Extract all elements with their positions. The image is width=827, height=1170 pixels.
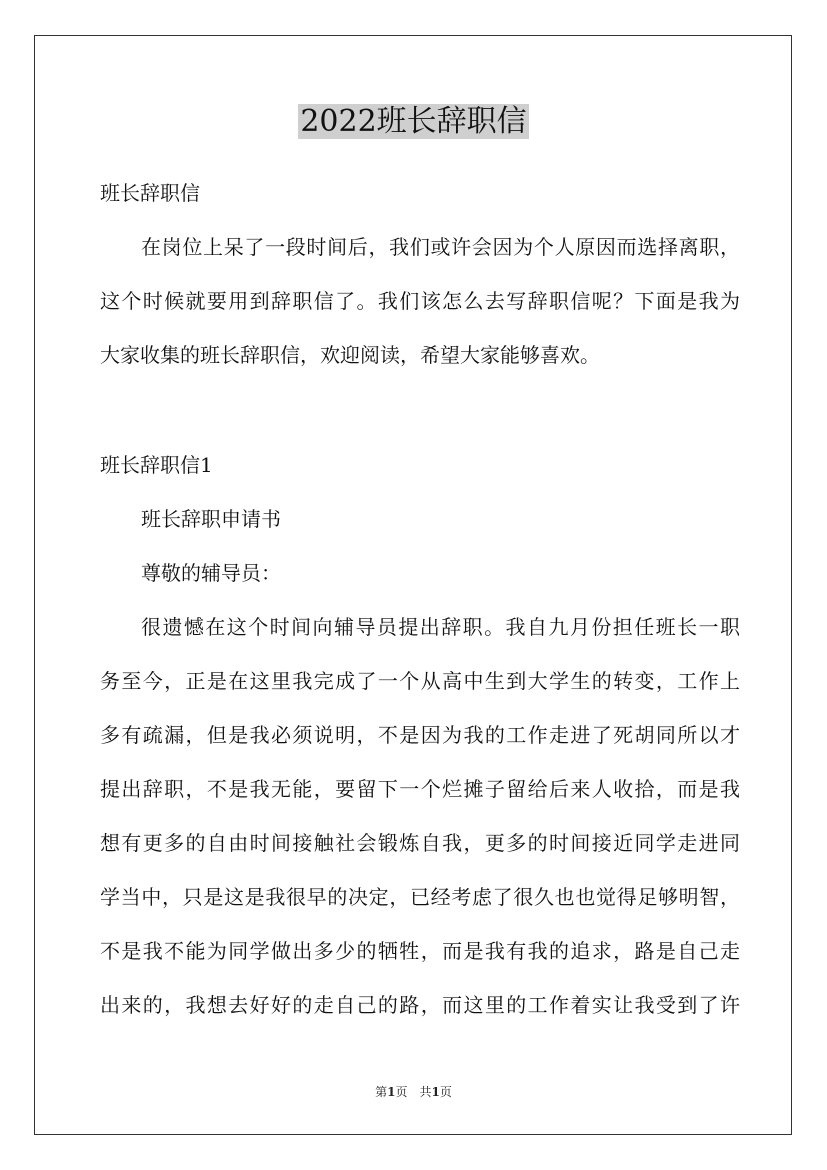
body-line: 不是我不能为同学做出多少的牺牲，而是我有我的追求，路是自己走	[100, 939, 740, 963]
footer-page-current: 1	[387, 1085, 396, 1099]
body-line: 提出辞职，不是我无能，要留下一个烂摊子留给后来人收拾，而是我	[100, 777, 740, 801]
intro-line: 大家收集的班长辞职信，欢迎阅读，希望大家能够喜欢。	[100, 343, 600, 367]
footer-page-suffix: 页	[439, 1085, 452, 1099]
body-line: 出来的，我想去好好的走自己的路，而这里的工作着实让我受到了许	[100, 993, 740, 1017]
body-line: 学当中，只是这是我很早的决定，已经考虑了很久也也觉得足够明智，	[100, 885, 740, 909]
body-line: 多有疏漏，但是我必须说明，不是因为我的工作走进了死胡同所以才	[100, 723, 740, 747]
section-heading: 班长辞职信1	[100, 453, 213, 477]
document-subtitle: 班长辞职信	[100, 181, 200, 205]
footer-page-prefix: 第	[375, 1085, 388, 1099]
intro-line: 这个时候就要用到辞职信了。我们该怎么去写辞职信呢？下面是我为	[100, 289, 740, 313]
letter-title: 班长辞职申请书	[141, 507, 281, 531]
body-line: 务至今，正是在这里我完成了一个从高中生到大学生的转变，工作上	[100, 669, 740, 693]
body-line: 想有更多的自由时间接触社会锻炼自我，更多的时间接近同学走进同	[100, 831, 740, 855]
body-line: 很遗憾在这个时间向辅导员提出辞职。我自九月份担任班长一职	[141, 615, 740, 639]
intro-line: 在岗位上呆了一段时间后，我们或许会因为个人原因而选择离职，	[141, 235, 740, 259]
page-footer	[0, 1083, 827, 1101]
salutation: 尊敬的辅导员：	[141, 561, 281, 585]
footer-page-total: 1	[431, 1085, 440, 1099]
document-title-text: 2022班长辞职信	[300, 104, 527, 139]
document-title	[0, 100, 827, 144]
footer-page-mid: 页 共	[395, 1085, 432, 1099]
